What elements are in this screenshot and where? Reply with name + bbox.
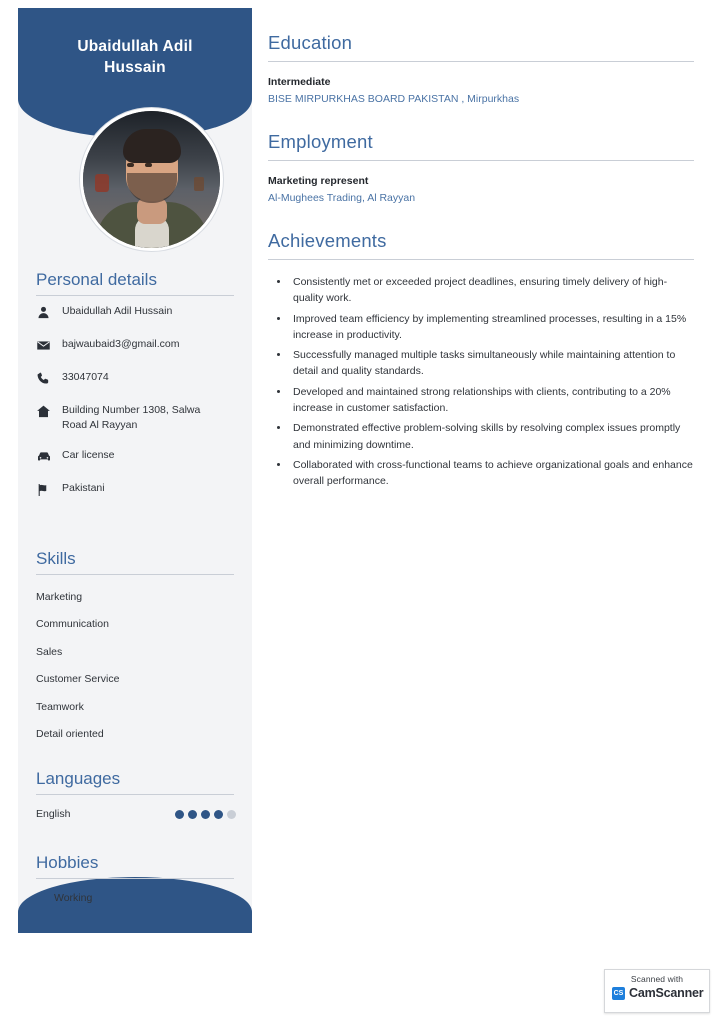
camscanner-logo-icon: CS: [612, 987, 625, 1000]
language-level-dots: [175, 810, 236, 819]
list-item: • Successfully managed multiple tasks simultaneously while maintaining attention to detail and quality standards.: [290, 347, 694, 380]
person-icon: [36, 304, 62, 320]
achievements-section: [268, 230, 694, 490]
employment-entry-title: Marketing represent: [268, 175, 369, 187]
skills-list: [36, 584, 236, 748]
camscanner-brand-row: [605, 984, 709, 1000]
contact-row-name: [36, 304, 242, 322]
hobby-item: [36, 892, 92, 904]
car-icon: [36, 448, 62, 465]
camscanner-watermark: [604, 969, 710, 1013]
list-item: Marketing: [36, 591, 83, 603]
level-dot-filled: [175, 810, 184, 819]
list-item: Sales: [36, 645, 63, 658]
camscanner-scanned-with-text: Scanned with: [630, 974, 684, 984]
profile-photo: [80, 108, 223, 251]
languages-heading: Languages: [36, 769, 121, 788]
level-dot-empty: [227, 810, 236, 819]
personal-details-divider: [36, 295, 234, 296]
language-row-english: [36, 808, 236, 820]
bullet-square-icon: [36, 894, 45, 903]
home-icon: [36, 403, 62, 419]
hobbies-heading: Hobbies: [36, 853, 99, 872]
personal-details-heading: Personal details: [36, 270, 157, 289]
employment-divider: [268, 160, 694, 161]
list-item: Customer Service: [36, 673, 120, 686]
employment-heading: Employment: [268, 131, 373, 152]
hobbies-divider: [36, 878, 234, 879]
flag-icon: [36, 481, 62, 498]
contact-license-text: Car license: [62, 449, 115, 461]
hobby-text: Working: [54, 892, 93, 904]
candidate-name: [18, 36, 252, 78]
education-divider: [268, 61, 694, 62]
personal-details-list: [36, 304, 242, 514]
level-dot-filled: [201, 810, 210, 819]
language-name: English: [36, 808, 71, 820]
list-item: • Improved team efficiency by implementing streamlined processes, resulting in a 15% increase in productivity.: [290, 311, 694, 344]
list-item: Detail oriented: [36, 728, 104, 741]
contact-row-email[interactable]: [36, 337, 242, 355]
achievements-list: [268, 274, 694, 490]
education-entry-title: Intermediate: [268, 76, 331, 88]
contact-phone-text: 33047074: [62, 371, 109, 383]
sidebar: [18, 8, 252, 933]
phone-icon: [36, 370, 62, 386]
candidate-name-line2: Hussain: [104, 59, 166, 76]
skills-heading: Skills: [36, 549, 76, 568]
contact-row-license: [36, 448, 242, 466]
list-item: Communication: [36, 618, 109, 631]
envelope-icon: [36, 337, 62, 353]
employment-entry-subtitle: Al-Mughees Trading, Al Rayyan: [268, 192, 416, 204]
education-section: [268, 32, 694, 105]
list-item: • Developed and maintained strong relationships with clients, contributing to a 20% increase in customer satisfaction.: [290, 384, 694, 417]
languages-divider: [36, 794, 234, 795]
education-entry-subtitle: BISE MIRPURKHAS BOARD PAKISTAN , Mirpurkhas: [268, 93, 520, 105]
contact-name-text: Ubaidullah Adil Hussain: [62, 305, 173, 317]
camscanner-brand-text: CamScanner: [629, 986, 704, 1000]
achievements-divider: [268, 259, 694, 260]
contact-address-text: Building Number 1308, Salwa Road Al Rayyan: [62, 404, 201, 431]
level-dot-filled: [188, 810, 197, 819]
skills-divider: [36, 574, 234, 575]
sidebar-footer-banner: [18, 877, 252, 933]
contact-email-text: bajwaubaid3@gmail.com: [62, 338, 180, 350]
list-item: • Consistently met or exceeded project deadlines, ensuring timely delivery of high-quality work.: [290, 274, 694, 307]
education-heading: Education: [268, 32, 353, 53]
level-dot-filled: [214, 810, 223, 819]
list-item: Teamwork: [36, 700, 84, 713]
contact-row-nationality: [36, 481, 242, 499]
list-item: • Collaborated with cross-functional teams to achieve organizational goals and enhance overall performance.: [290, 457, 694, 490]
avatar: [80, 108, 223, 251]
main-content: [268, 0, 694, 494]
contact-nationality-text: Pakistani: [62, 482, 105, 494]
candidate-name-line1: Ubaidullah Adil: [77, 38, 193, 55]
contact-row-phone[interactable]: [36, 370, 242, 388]
contact-row-address: [36, 403, 242, 433]
achievements-heading: Achievements: [268, 230, 387, 251]
list-item: • Demonstrated effective problem-solving skills by resolving complex issues promptly and minimizing downtime.: [290, 420, 694, 453]
employment-section: [268, 131, 694, 204]
